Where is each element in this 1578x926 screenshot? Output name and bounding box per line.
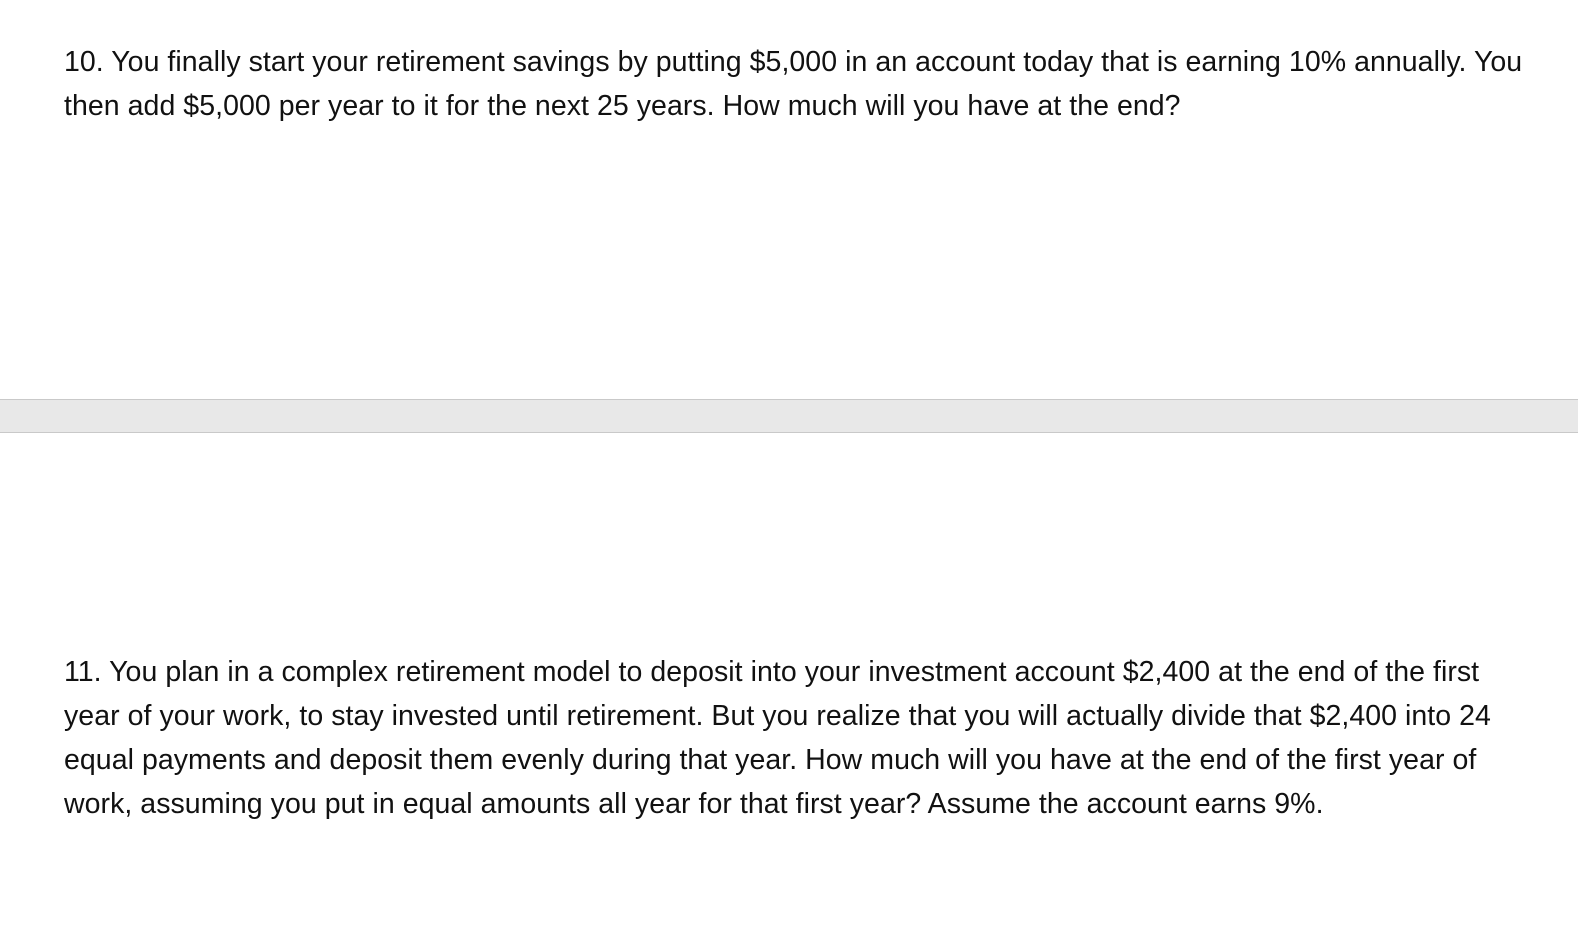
question-11-text: 11. You plan in a complex retirement model to deposit into your investment account $2,400 at the end of the first year of your work, to stay invested until retirement. But you realize that you will actually divide that $2,400 into 24 equal payments and deposit them evenly during that year. How much will you have at the end of the first year of work, assuming you put in equal amounts all year for that first year? Assume the account earns 9%.: [64, 656, 1491, 820]
page-break-divider: [0, 399, 1578, 433]
question-10-text: 10. You finally start your retirement savings by putting $5,000 in an account today that is earning 10% annually. You then add $5,000 per year to it for the next 25 years. How much will you have at the end?: [64, 46, 1523, 122]
